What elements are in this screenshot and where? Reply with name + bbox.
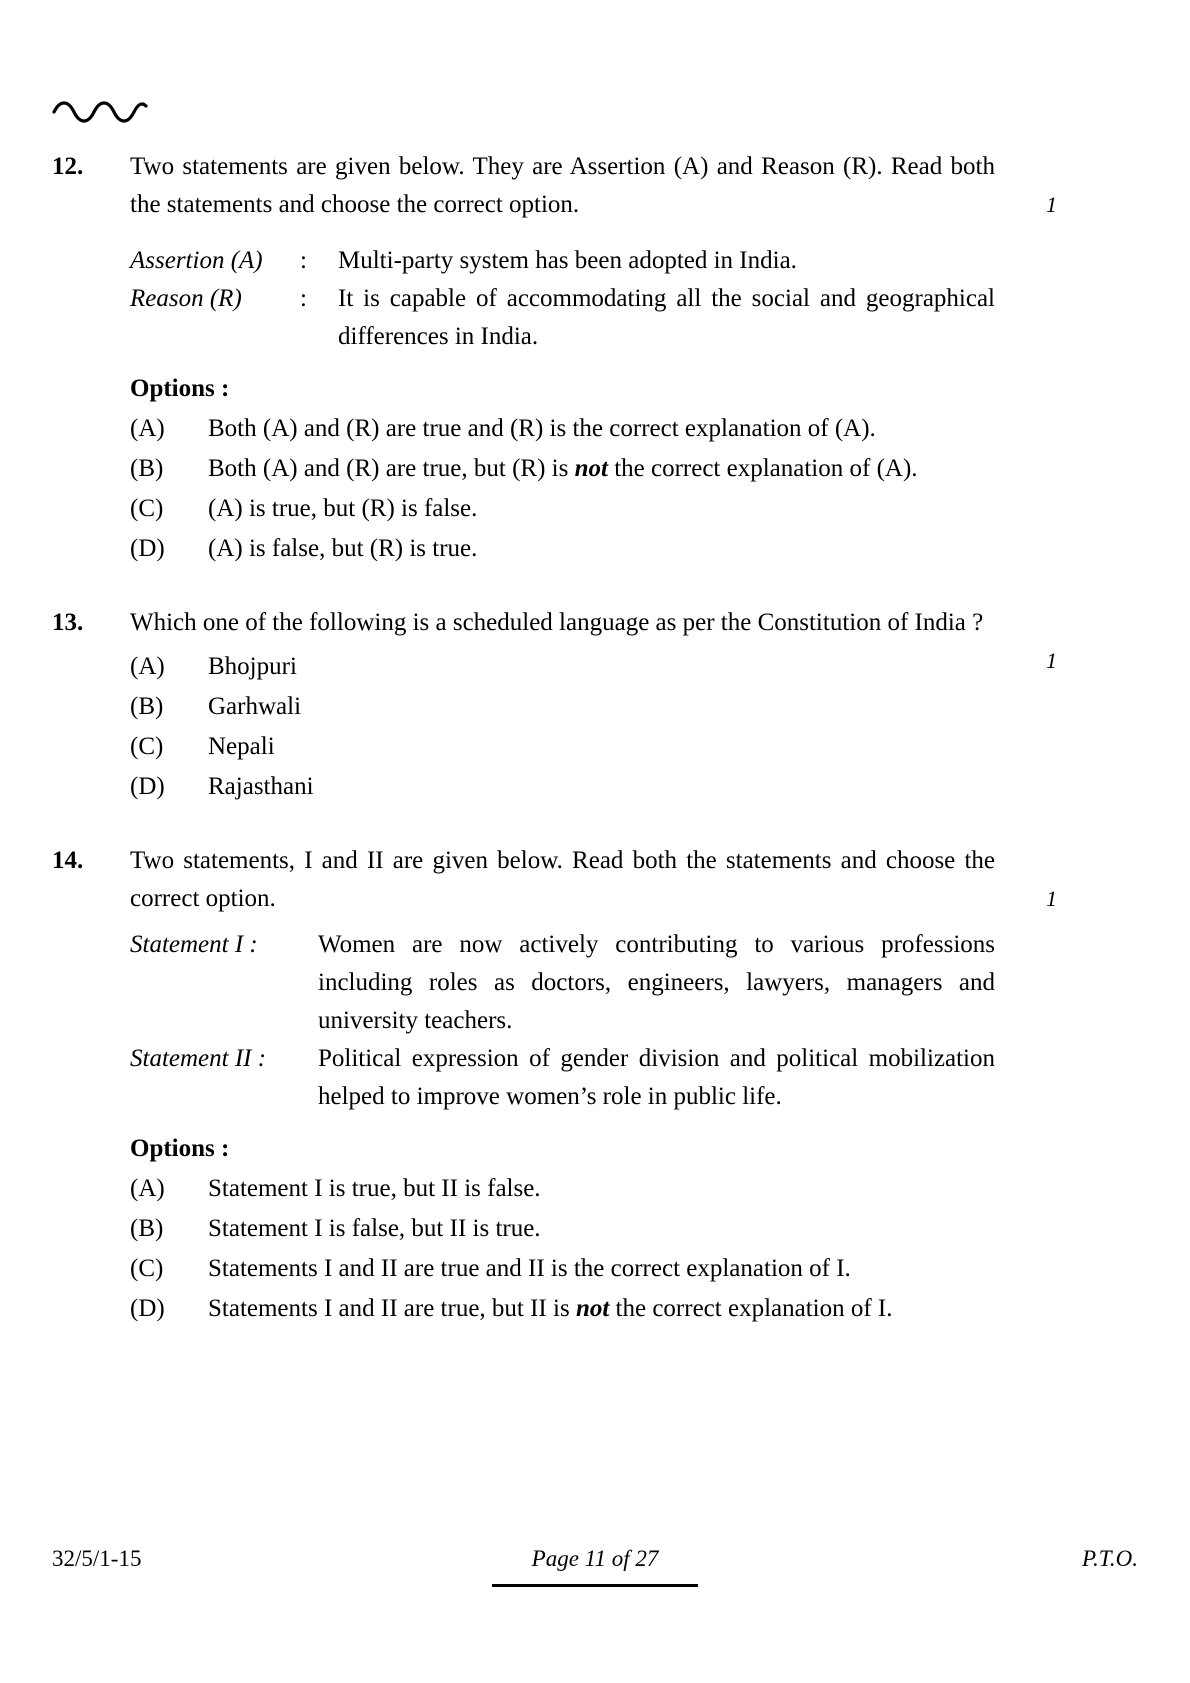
option-text-a: Statement I is true, but II is false. <box>208 1175 541 1202</box>
question-stem-14: Two statements, I and II are given below. Read both the statements and choose the correct option. <box>130 847 995 912</box>
option-row-14-d[interactable] <box>130 1290 995 1328</box>
option-text-d: Rajasthani <box>208 773 314 800</box>
reason-value: It is capable of accommodating all the social and geographical differences in India. <box>338 285 995 350</box>
question-number-12: 12. <box>52 153 84 180</box>
option-text-d: (A) is false, but (R) is true. <box>208 535 478 562</box>
option-text-c: Nepali <box>208 733 275 760</box>
question-marks-12: 1 <box>1046 192 1057 217</box>
option-label-b: (B) <box>130 693 164 720</box>
footer-pto-label: P.T.O. <box>1081 1546 1138 1571</box>
option-label-c: (C) <box>130 1255 164 1282</box>
assertion-row <box>130 242 995 280</box>
question-marks-13: 1 <box>1046 648 1057 673</box>
question-spacer <box>0 568 1190 604</box>
reason-colon: : <box>300 285 307 312</box>
option-row-13-d[interactable] <box>130 768 995 806</box>
option-text-b: Garhwali <box>208 693 302 720</box>
option-text-a: Bhojpuri <box>208 653 297 680</box>
option-label-d: (D) <box>130 773 165 800</box>
question-marks-14: 1 <box>1046 886 1057 911</box>
option-label-c: (C) <box>130 733 164 760</box>
option-text-a: Both (A) and (R) are true and (R) is the correct explanation of (A). <box>208 415 876 442</box>
option-row-14-c[interactable] <box>130 1250 995 1288</box>
footer-paper-code: 32/5/1-15 <box>52 1546 142 1571</box>
question-stem-12: Two statements are given below. They are Assertion (A) and Reason (R). Read both the statements and choose the correct option. <box>130 153 995 218</box>
option-row-12-c[interactable] <box>130 490 995 528</box>
statement-i-value: Women are now actively contributing to various professions including roles as doctors, engineers, lawyers, managers and university teachers. <box>318 931 995 1034</box>
option-label-c: (C) <box>130 495 164 522</box>
option-row-13-a[interactable] <box>130 648 995 686</box>
question-block-12 <box>0 148 1190 568</box>
reason-label: Reason (R) <box>130 285 242 312</box>
option-label-d: (D) <box>130 1295 165 1322</box>
option-label-a: (A) <box>130 1175 165 1202</box>
statement-i-label: Statement I : <box>130 931 258 958</box>
footer-divider-rule <box>492 1584 698 1587</box>
statement-ii-value: Political expression of gender division and political mobilization helped to improve women’s role in public life. <box>318 1045 995 1110</box>
statements-table-14 <box>130 926 995 1116</box>
question-stem-13: Which one of the following is a scheduled language as per the Constitution of India ? <box>130 609 984 636</box>
page-footer <box>0 1546 1190 1606</box>
question-block-14 <box>0 842 1190 1328</box>
option-row-12-a[interactable] <box>130 410 995 448</box>
question-number-14: 14. <box>52 847 84 874</box>
option-label-b: (B) <box>130 1215 164 1242</box>
option-row-12-b[interactable] <box>130 450 995 488</box>
question-spacer <box>0 806 1190 842</box>
option-label-b: (B) <box>130 455 164 482</box>
assertion-label: Assertion (A) <box>130 247 263 274</box>
option-text-b: Both (A) and (R) are true, but (R) is not the correct explanation of (A). <box>208 455 918 482</box>
option-row-14-a[interactable] <box>130 1170 995 1208</box>
statement-ii-row <box>130 1040 995 1116</box>
statement-ii-label: Statement II : <box>130 1045 267 1072</box>
options-heading-14: Options : <box>130 1135 230 1162</box>
options-heading-12: Options : <box>130 375 230 402</box>
option-row-13-c[interactable] <box>130 728 995 766</box>
assertion-value: Multi-party system has been adopted in India. <box>338 247 797 274</box>
option-label-a: (A) <box>130 653 165 680</box>
assertion-colon: : <box>300 247 307 274</box>
option-text-c: (A) is true, but (R) is false. <box>208 495 478 522</box>
option-label-d: (D) <box>130 535 165 562</box>
option-text-d: Statements I and II are true, but II is not the correct explanation of I. <box>208 1295 893 1322</box>
assertion-reason-table-12 <box>130 242 995 356</box>
question-number-13: 13. <box>52 609 84 636</box>
reason-row <box>130 280 995 356</box>
option-row-13-b[interactable] <box>130 688 995 726</box>
option-label-a: (A) <box>130 415 165 442</box>
question-block-13 <box>0 604 1190 806</box>
option-row-14-b[interactable] <box>130 1210 995 1248</box>
questions-container <box>0 148 1190 1328</box>
statement-i-row <box>130 926 995 1040</box>
option-row-12-d[interactable] <box>130 530 995 568</box>
footer-page-number: Page 11 of 27 <box>531 1546 659 1571</box>
option-text-b: Statement I is false, but II is true. <box>208 1215 541 1242</box>
option-text-c: Statements I and II are true and II is the correct explanation of I. <box>208 1255 851 1282</box>
wavy-line-decoration <box>52 96 152 124</box>
